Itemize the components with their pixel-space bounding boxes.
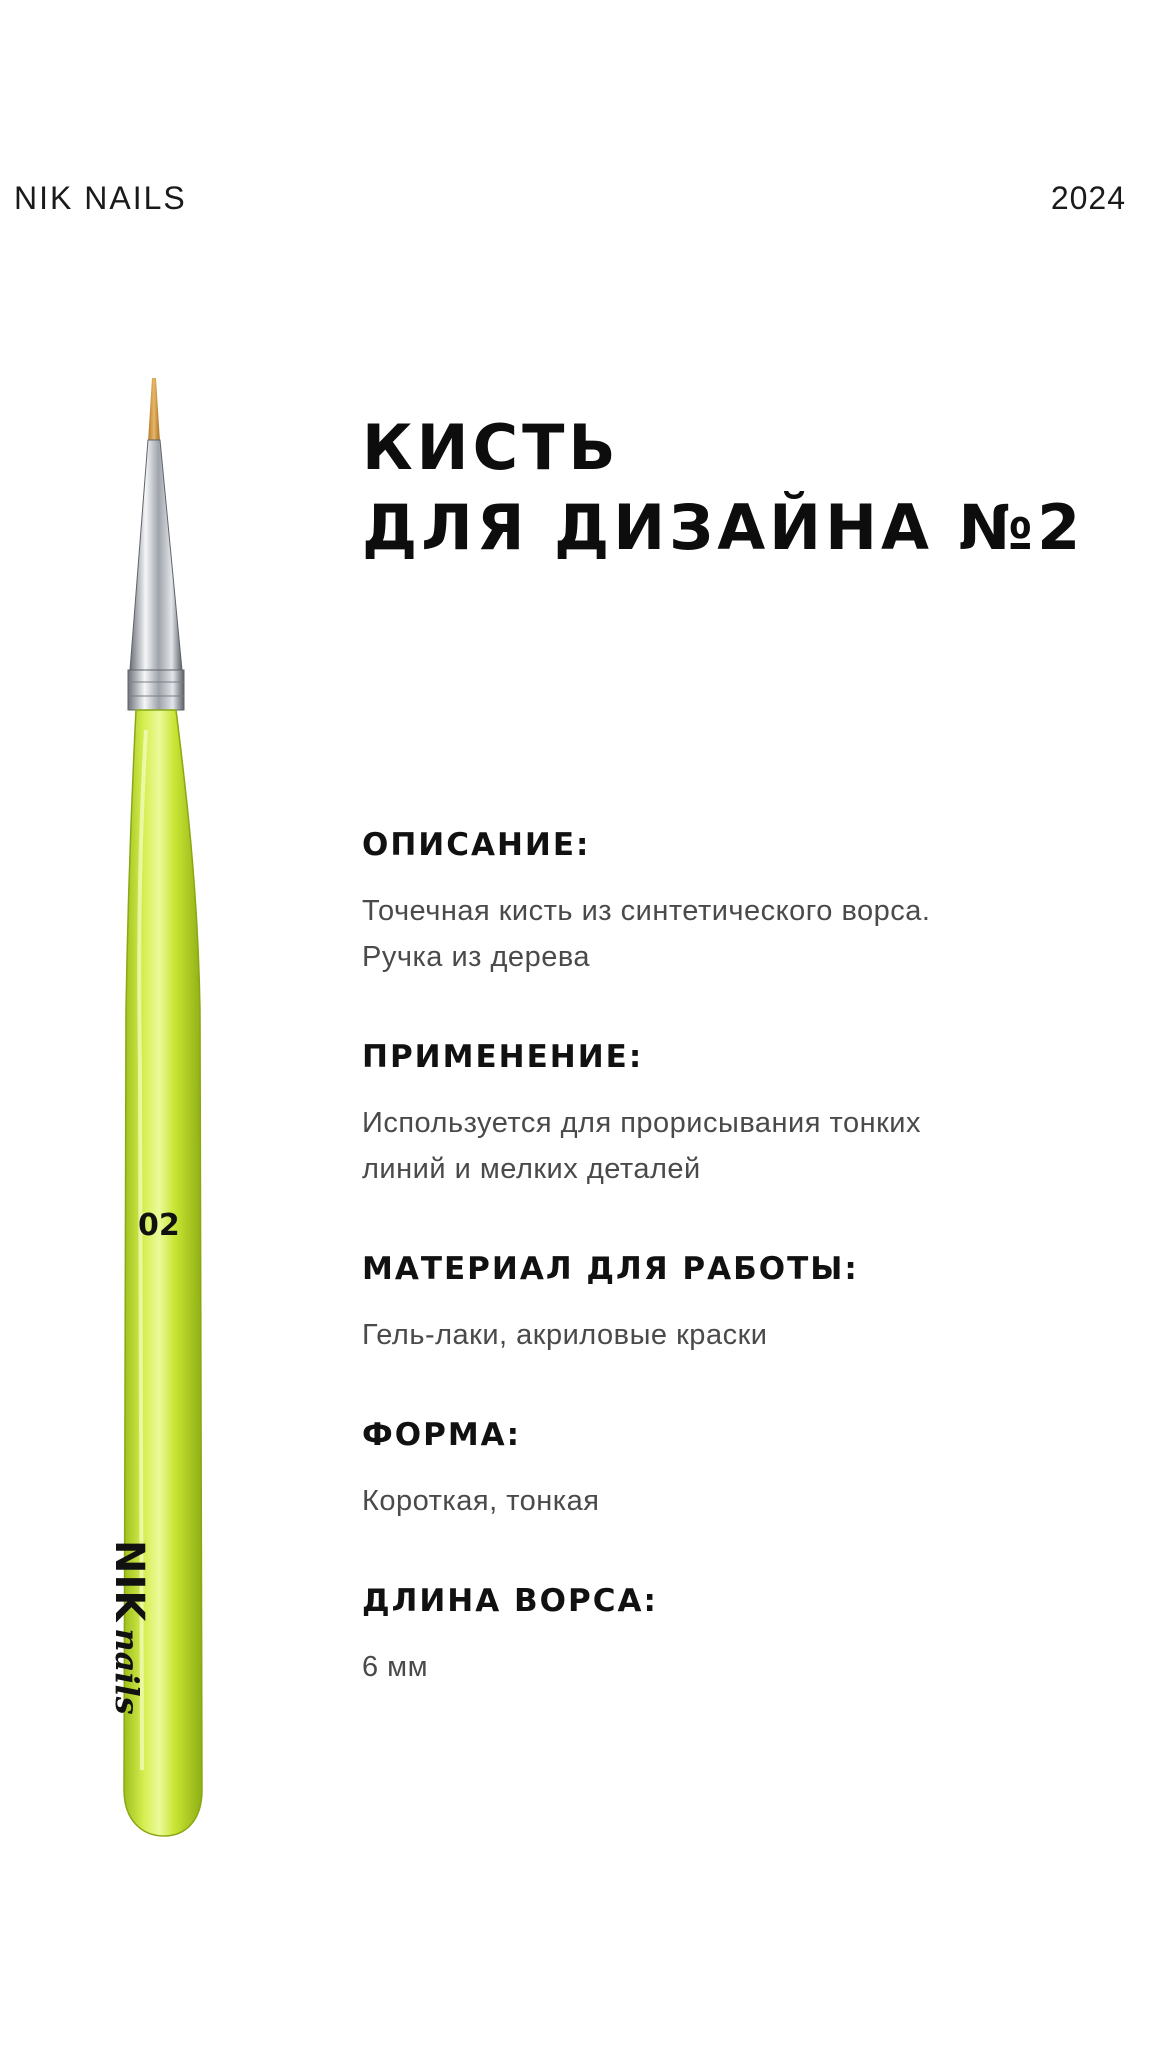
spec-bristle-length — [362, 1580, 1122, 1690]
spec-text-line: Короткая, тонкая — [362, 1485, 600, 1517]
bristle-tip — [148, 378, 160, 442]
spec-text-line: 6 мм — [362, 1651, 429, 1683]
product-title-line-2: ДЛЯ ДИЗАЙНА №2 — [362, 491, 1085, 564]
brush-illustration — [0, 370, 340, 1850]
spec-label: МАТЕРИАЛ ДЛЯ РАБОТЫ: — [362, 1251, 859, 1287]
spec-text — [362, 888, 1122, 980]
spec-text — [362, 1644, 1122, 1690]
product-title-line-1: КИСТЬ — [362, 411, 620, 484]
ferrule-collar — [128, 670, 184, 710]
year-label: 2024 — [1050, 180, 1126, 216]
spec-label: ОПИСАНИЕ: — [362, 827, 591, 863]
spec-text — [362, 1478, 1122, 1524]
spec-material — [362, 1248, 1122, 1358]
spec-label: ФОРМА: — [362, 1417, 522, 1453]
ferrule-cone — [130, 440, 182, 670]
brush-image — [0, 370, 340, 1850]
brush-number-label: 02 — [138, 1208, 180, 1243]
brush-logo — [106, 1540, 152, 1715]
spec-application — [362, 1036, 1122, 1192]
spec-list — [362, 824, 1122, 1746]
spec-text-line: Ручка из дерева — [362, 941, 591, 973]
spec-label: ПРИМЕНЕНИЕ: — [362, 1039, 644, 1075]
spec-shape — [362, 1414, 1122, 1524]
spec-text-line: Используется для прорисывания тонких — [362, 1107, 922, 1139]
spec-text — [362, 1312, 1122, 1358]
brand-name: NIK NAILS — [14, 180, 187, 216]
spec-description — [362, 824, 1122, 980]
spec-label: ДЛИНА ВОРСА: — [362, 1583, 658, 1619]
brush-logo-main: NIK — [106, 1540, 152, 1623]
spec-text — [362, 1100, 1122, 1192]
spec-text-line: Гель-лаки, акриловые краски — [362, 1319, 768, 1351]
brush-logo-script: nails — [108, 1628, 146, 1715]
product-title — [362, 408, 1122, 568]
spec-text-line: Точечная кисть из синтетического ворса. — [362, 895, 931, 927]
spec-text-line: линий и мелких деталей — [362, 1153, 701, 1185]
